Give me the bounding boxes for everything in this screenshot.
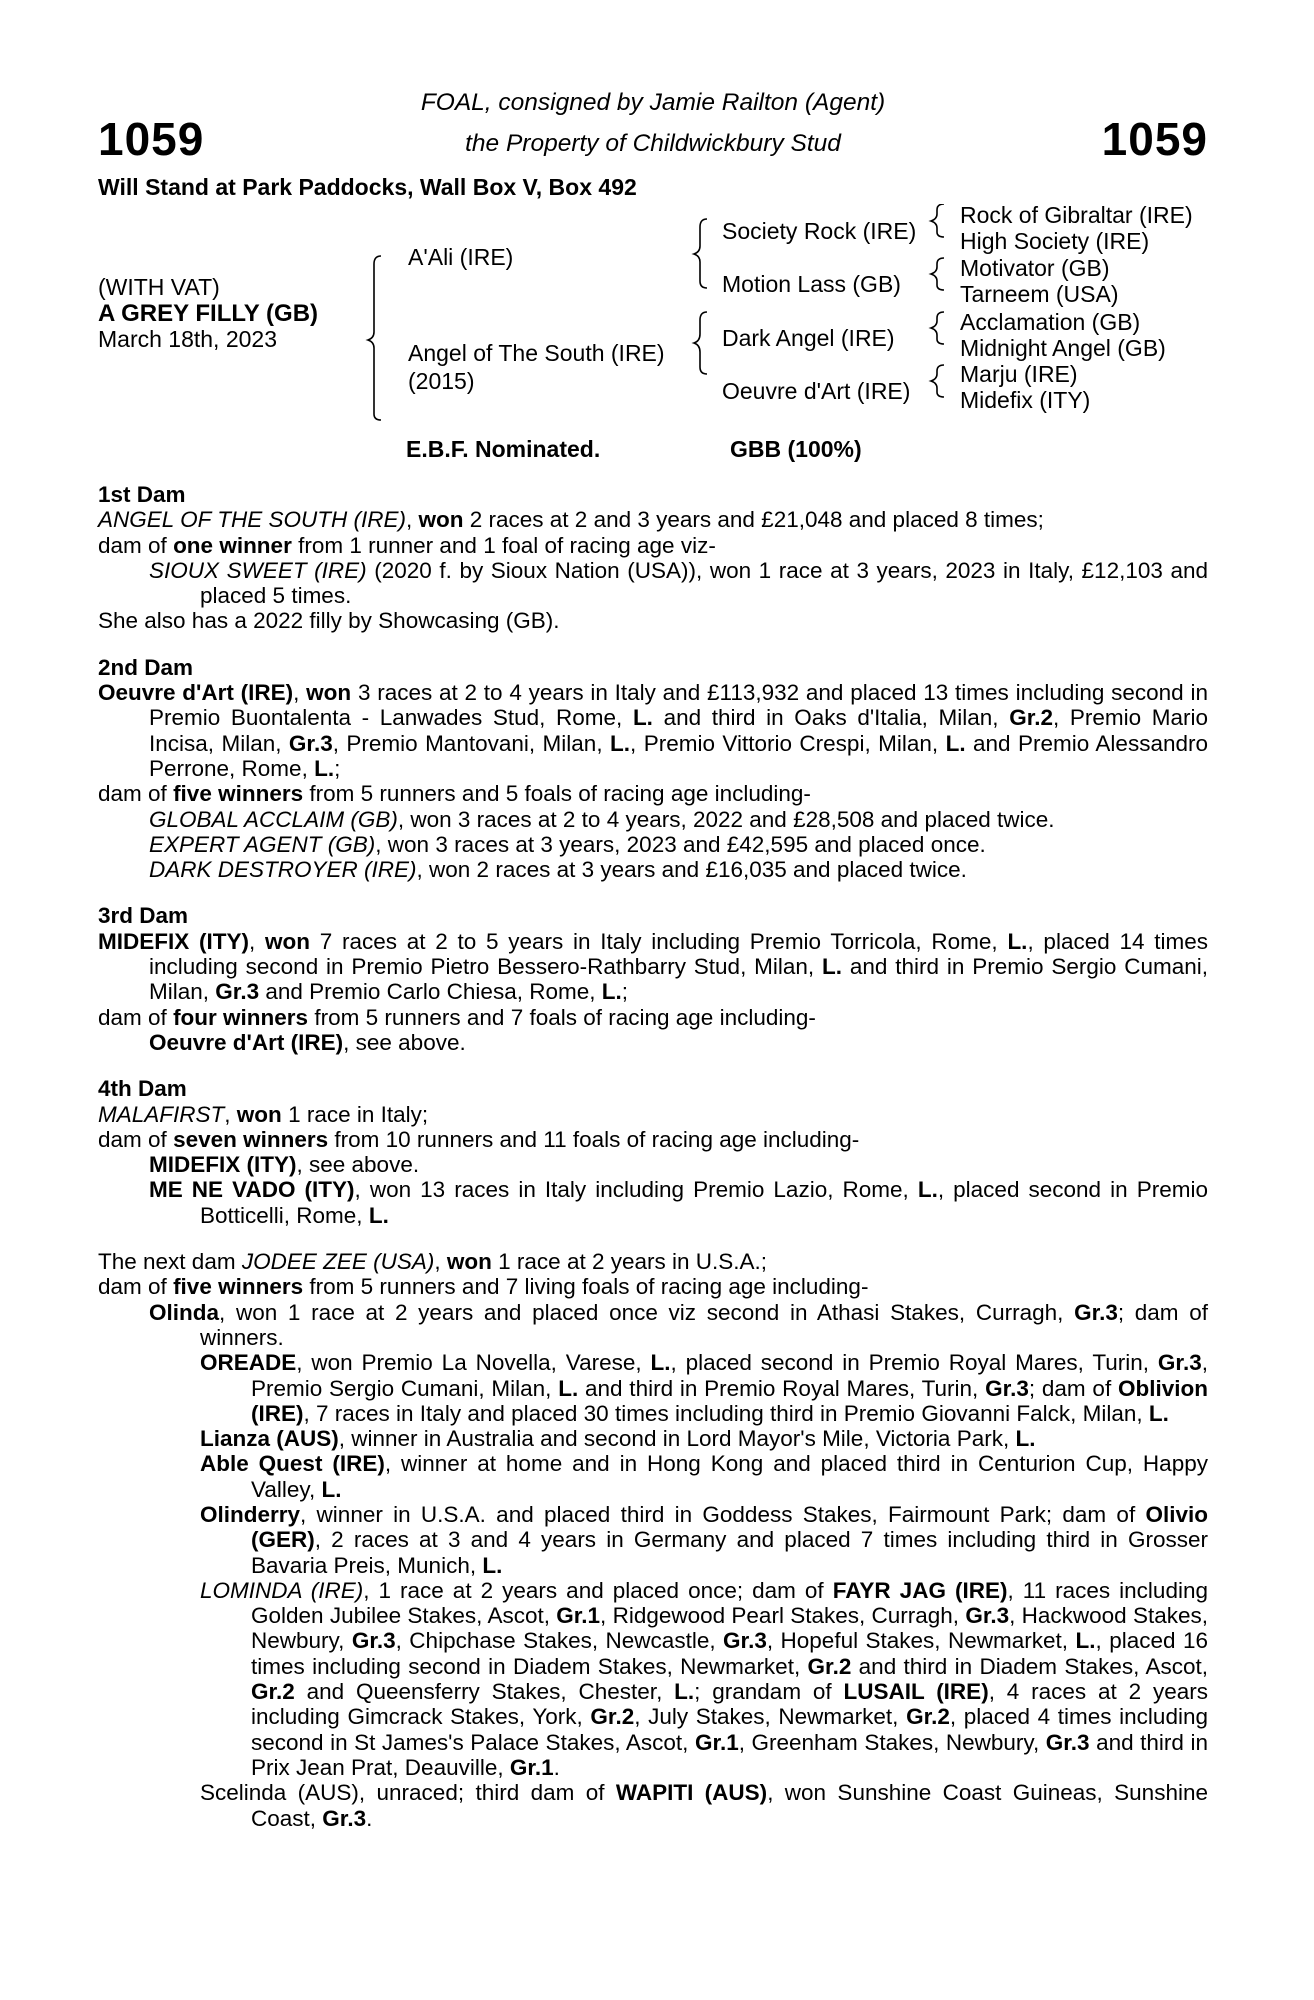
listed-label: L. (1148, 1400, 1169, 1426)
also-note: She also has a 2022 filly by Showcasing (GB). (98, 608, 560, 634)
sire-sire-sire: Rock of Gibraltar (IRE) (960, 202, 1193, 228)
next-dam-label: The next dam (98, 1249, 236, 1275)
offspring-record: , winner in U.S.A. and placed third in Goddess Stakes, Fairmount Park; dam of (300, 1501, 1136, 1527)
record-text: 1 race in Italy; (288, 1101, 429, 1127)
record-text: and third in Premio Sergio Cumani, Milan, (149, 954, 1208, 1005)
second-dam-name: Oeuvre d'Art (IRE) (98, 680, 294, 706)
offspring-record: , 11 races including Golden Jubilee Stakes, Ascot, (251, 1577, 1208, 1629)
group-label: Gr.3 (351, 1628, 396, 1654)
listed-label: L. (321, 1476, 342, 1502)
offspring-record: , Premio Sergio Cumani, Milan, (251, 1350, 1208, 1401)
record-text: , Premio Mantovani, Milan, (332, 730, 603, 756)
dam: Angel of The South (IRE) (408, 340, 665, 366)
offspring-entry (98, 1030, 1208, 1055)
offspring-record: , won Premio La Novella, Varese, (296, 1350, 642, 1376)
offspring-record: , winner at home and in Hong Kong and placed third in Centurion Cup, Happy Valley, (251, 1451, 1208, 1502)
offspring-name: MIDEFIX (ITY) (149, 1152, 297, 1178)
offspring-entry (98, 1451, 1208, 1502)
fourth-dam-heading: 4th Dam (98, 1076, 187, 1102)
listed-label: L. (674, 1679, 695, 1705)
consign-line-2: the Property of Childwickbury Stud (465, 130, 841, 157)
offspring-name: EXPERT AGENT (GB) (149, 831, 376, 857)
runners-summary: from 5 runners and 7 living foals of racing age including- (309, 1274, 869, 1300)
listed-label: L. (482, 1552, 503, 1578)
offspring-record: and third in Diadem Stakes, Ascot, (858, 1653, 1208, 1679)
runners-summary: from 10 runners and 11 foals of racing age including- (334, 1126, 860, 1152)
offspring-record: , placed second in Premio Royal Mares, Turin, (670, 1350, 1150, 1376)
sire-sire-dam: High Society (IRE) (960, 228, 1150, 254)
offspring-record: , placed second in Premio Botticelli, Rome, (200, 1177, 1208, 1228)
record-text: 1 race at 2 years in U.S.A.; (498, 1249, 768, 1275)
offspring-entry (98, 857, 1208, 882)
listed-label: L. (314, 755, 335, 781)
offspring-record: (2020 f. by Sioux Nation (USA)), won 1 race at 3 years, 2023 in Italy, £12,103 and placed 5 times. (200, 557, 1208, 609)
listed-label: L. (822, 954, 843, 980)
consignor (98, 82, 1208, 164)
group-label: Gr.3 (965, 1603, 1010, 1629)
second-dam-produce (98, 781, 1208, 806)
record-text: , placed 14 times including second in Premio Pietro Bessero-Rathbarry Stud, Milan, (149, 928, 1208, 980)
sire-dam: Motion Lass (GB) (722, 271, 901, 297)
first-dam-section (98, 482, 1208, 634)
third-dam-section (98, 903, 1208, 1055)
offspring-entry (98, 558, 1208, 609)
group-label: Gr.3 (322, 1805, 367, 1831)
sire: A'Ali (IRE) (408, 244, 514, 270)
dam-dam-sire: Marju (IRE) (960, 361, 1078, 387)
offspring-record: , 2 races at 3 and 4 years in Germany and placed 7 times including third in Grosser Bavaria Preis, Munich, (251, 1527, 1208, 1578)
dam-year: (2015) (408, 368, 475, 394)
listed-label: L. (1015, 1426, 1036, 1452)
sire-dam-dam: Tarneem (USA) (960, 281, 1119, 307)
foaling-date: March 18th, 2023 (98, 326, 278, 352)
group-label: Gr.2 (807, 1653, 852, 1679)
offspring-record: , 4 races at 2 years including Gimcrack Stakes, York, (251, 1679, 1208, 1730)
second-dam-section (98, 655, 1208, 883)
offspring-record: , winner in Australia and second in Lord Mayor's Mile, Victoria Park, (338, 1426, 1010, 1452)
record-text: , Premio Mario Incisa, Milan, (149, 705, 1208, 756)
dam-sire-dam: Midnight Angel (GB) (960, 335, 1166, 361)
first-dam-name: ANGEL OF THE SOUTH (IRE) (98, 507, 406, 533)
runners-summary: from 5 runners and 7 foals of racing age including- (314, 1004, 816, 1030)
group-label: Gr.3 (985, 1375, 1029, 1401)
group-label: Gr.1 (694, 1729, 739, 1755)
offspring-name: OREADE (200, 1350, 297, 1376)
offspring-entry (98, 1152, 1208, 1177)
won-label: won (264, 928, 310, 954)
offspring-record: , 1 race at 2 years and placed once; dam of (363, 1577, 824, 1603)
gbb-status: GBB (100%) (730, 436, 862, 462)
offspring-record: , placed 4 times including second in St James's Palace Stakes, Ascot, (251, 1704, 1208, 1755)
offspring-entry (98, 1177, 1208, 1228)
horse-description: A GREY FILLY (GB) (98, 300, 319, 327)
offspring-record: , Hopeful Stakes, Newmarket, (766, 1628, 1069, 1654)
offspring-name: Olivio (GER) (251, 1501, 1208, 1553)
offspring-record: , Ridgewood Pearl Stakes, Curragh, (600, 1603, 960, 1629)
group-label: Gr.1 (509, 1754, 554, 1780)
offspring-entry (98, 1426, 1208, 1451)
offspring-record: ; grandam of (694, 1679, 832, 1705)
offspring-record: ; dam of (1028, 1375, 1112, 1401)
winners-count: four winners (173, 1004, 309, 1030)
sire-sire: Society Rock (IRE) (722, 218, 917, 244)
dam-of-label: dam of (98, 781, 167, 807)
listed-label: L. (558, 1375, 579, 1401)
group-label: Gr.2 (251, 1679, 295, 1705)
third-dam-record: MIDEFIX (ITY), won 7 races at 2 to 5 years in Italy including Premio Torricola, Rome, L., placed 14 times including second in Premio Pietro Bessero-Rathbarry Stud, Milan, L. and third in Premio Sergio Cumani, Milan, Gr.3 and Premio Carlo Chiesa, Rome, L.; (98, 928, 1208, 1005)
dam-dam: Oeuvre d'Art (IRE) (722, 378, 911, 404)
winners-count: five winners (173, 781, 304, 807)
vat-note: (WITH VAT) (98, 274, 220, 300)
fourth-dam-produce (98, 1127, 1208, 1152)
winners-count: seven winners (173, 1126, 329, 1152)
offspring-name: GLOBAL ACCLAIM (GB) (149, 806, 398, 832)
dam-sire: Dark Angel (IRE) (722, 325, 895, 351)
pedigree-chart (98, 204, 1208, 434)
offspring-name: LUSAIL (IRE) (843, 1679, 989, 1705)
record-text: ; (334, 755, 341, 781)
catalogue-page (98, 0, 1208, 2000)
group-label: Gr.3 (1045, 1729, 1090, 1755)
listed-label: L. (917, 1177, 938, 1203)
offspring-record: , Greenham Stakes, Newbury, (738, 1729, 1040, 1755)
offspring-record: , won 3 races at 2 to 4 years, 2022 and £28,508 and placed twice. (397, 806, 1055, 832)
first-dam-produce (98, 533, 1208, 558)
offspring-record: , placed 16 times including second in Diadem Stakes, Newmarket, (251, 1628, 1208, 1679)
offspring-record: , July Stakes, Newmarket, (634, 1704, 899, 1730)
produce-record (98, 482, 1208, 1852)
second-dam-heading: 2nd Dam (98, 654, 194, 680)
third-dam-name: MIDEFIX (ITY) (98, 928, 249, 954)
offspring-entry (98, 1502, 1208, 1578)
stand-location: Will Stand at Park Paddocks, Wall Box V, Box 492 (98, 174, 637, 200)
offspring-record: and third in Premio Royal Mares, Turin, (585, 1375, 979, 1401)
won-label: won (236, 1101, 282, 1127)
offspring-name: Olinda (149, 1299, 220, 1325)
offspring-name: DARK DESTROYER (IRE) (149, 857, 417, 883)
group-label: Gr.3 (215, 979, 260, 1005)
record-text: 7 races at 2 to 5 years in Italy including Premio Torricola, Rome, (319, 928, 998, 954)
offspring-name: LOMINDA (IRE) (200, 1577, 364, 1603)
offspring-record: , won Sunshine Coast Guineas, Sunshine Coast, (251, 1780, 1208, 1831)
group-label: Gr.1 (556, 1603, 601, 1629)
first-dam-heading: 1st Dam (98, 482, 186, 507)
offspring-entry: Scelinda (AUS), unraced; third dam of WAPITI (AUS), won Sunshine Coast Guineas, Sunshine Coast, Gr.3. (200, 1780, 1208, 1831)
next-dam-produce (98, 1274, 1208, 1299)
record-text: 3 races at 2 to 4 years in Italy and £113,932 and placed 13 times including second in Premio Buontalenta - Lanwades Stud, Rome, (149, 680, 1208, 731)
offspring-entry (98, 807, 1208, 832)
group-label: Gr.3 (723, 1628, 767, 1654)
offspring-entry (98, 1300, 1208, 1351)
lot-number-left: 1059 (98, 113, 205, 165)
record-text: ; (621, 979, 629, 1005)
offspring-name: Olinderry (200, 1501, 301, 1527)
offspring-name: WAPITI (AUS) (615, 1780, 768, 1806)
group-label: Gr.3 (1157, 1350, 1202, 1376)
offspring-record: , won 2 races at 3 years and £16,035 and placed twice. (416, 857, 967, 883)
third-dam-produce (98, 1005, 1208, 1030)
listed-label: L. (650, 1350, 671, 1376)
offspring-entry: LOMINDA (IRE), 1 race at 2 years and placed once; dam of FAYR JAG (IRE), 11 races including Golden Jubilee Stakes, Ascot, Gr.1, Ridgewood Pearl Stakes, Curragh, Gr.3, Hackwood Stakes, Newbury, Gr.3, Chipchase Stakes, Newcastle, Gr.3, Hopeful Stakes, Newmarket, L., placed 16 times including second in Diadem Stakes, Newmarket, Gr.2 and third in Diadem Stakes, Ascot, Gr.2 and Queensferry Stakes, Chester, L.; grandam of LUSAIL (IRE), 4 races at 2 years including Gimcrack Stakes, York, Gr.2, July Stakes, Newmarket, Gr.2, placed 4 times including second in St James's Palace Stakes, Ascot, Gr.1, Greenham Stakes, Newbury, Gr.3 and third in Prix Jean Prat, Deauville, Gr.1. (200, 1577, 1209, 1780)
first-dam-record: ANGEL OF THE SOUTH (IRE), won 2 races at 2 and 3 years and £21,048 and placed 8 times; (98, 507, 1044, 533)
sire-dam-sire: Motivator (GB) (960, 255, 1110, 281)
offspring-record: , 7 races in Italy and placed 30 times including third in Premio Giovanni Falck, Milan, (303, 1400, 1143, 1426)
offspring-name: Able Quest (IRE) (200, 1451, 385, 1477)
record-text: and third in Oaks d'Italia, Milan, (663, 705, 999, 731)
offspring-name: Oeuvre d'Art (IRE) (149, 1029, 344, 1055)
offspring-record: , Chipchase Stakes, Newcastle, (395, 1628, 716, 1654)
listed-label: L. (632, 705, 653, 731)
listed-label: L. (368, 1202, 389, 1228)
offspring-name: FAYR JAG (IRE) (832, 1577, 1008, 1603)
fourth-dam-record: MALAFIRST, won 1 race in Italy; (98, 1101, 429, 1127)
offspring-record: and third in Prix Jean Prat, Deauville, (251, 1729, 1208, 1780)
next-dam-section (98, 1249, 1208, 1831)
runners-summary: from 1 runner and 1 foal of racing age viz- (298, 532, 716, 558)
offspring-record: , won 13 races in Italy including Premio Lazio, Rome, (354, 1177, 909, 1203)
group-label: Gr.2 (906, 1704, 950, 1730)
record-text: , Premio Vittorio Crespi, Milan, (630, 730, 939, 756)
offspring-name: Lianza (AUS) (200, 1426, 339, 1452)
group-label: Gr.3 (288, 730, 333, 756)
winners-count: one winner (173, 532, 292, 558)
offspring-record: and Queensferry Stakes, Chester, (306, 1679, 663, 1705)
consign-line-1: FOAL, consigned by Jamie Railton (Agent) (420, 89, 886, 116)
dam-of-label: dam of (98, 1274, 167, 1300)
listed-label: L. (1075, 1628, 1096, 1654)
next-dam-record: The next dam JODEE ZEE (USA), won 1 race at 2 years in U.S.A.; (98, 1249, 768, 1275)
dam-of-label: dam of (98, 1004, 167, 1030)
dam-of-label: dam of (98, 1126, 167, 1152)
offspring-record: Scelinda (AUS), unraced; third dam of (200, 1780, 605, 1806)
record-text: and Premio Carlo Chiesa, Rome, (265, 979, 596, 1005)
won-label: won (446, 1249, 492, 1275)
offspring-record: , won 3 races at 3 years, 2023 and £42,595 and placed once. (375, 831, 986, 857)
listed-label: L. (945, 730, 966, 756)
listed-label: L. (1007, 928, 1028, 954)
group-label: Gr.3 (1074, 1299, 1118, 1325)
offspring-record: , Hackwood Stakes, Newbury, (251, 1603, 1209, 1654)
ebf-nomination: E.B.F. Nominated. (406, 436, 601, 462)
offspring-entry (98, 832, 1208, 857)
offspring-record: , see above. (296, 1152, 420, 1178)
dam-of-label: dam of (98, 532, 167, 558)
offspring-name: SIOUX SWEET (IRE) (149, 557, 367, 583)
fourth-dam-name: MALAFIRST (98, 1101, 225, 1127)
record-text: and Premio Alessandro Perrone, Rome, (149, 730, 1208, 781)
won-label: won (306, 680, 352, 706)
group-label: Gr.2 (590, 1704, 635, 1730)
listed-label: L. (610, 730, 631, 756)
second-dam-record: Oeuvre d'Art (IRE), won 3 races at 2 to 4 years in Italy and £113,932 and placed 13 times including second in Premio Buontalenta - Lanwades Stud, Rome, L. and third in Oaks d'Italia, Milan, Gr.2, Premio Mario Incisa, Milan, Gr.3, Premio Mantovani, Milan, L., Premio Vittorio Crespi, Milan, L. and Premio Alessandro Perrone, Rome, L.; (98, 680, 1208, 781)
lot-number-right: 1059 (1101, 113, 1208, 165)
dam-sire-sire: Acclamation (GB) (960, 309, 1141, 335)
winners-count: five winners (173, 1274, 304, 1300)
offspring-record: , won 1 race at 2 years and placed once viz second in Athasi Stakes, Curragh, (219, 1299, 1064, 1325)
offspring-entry (98, 1350, 1208, 1426)
dam-dam-dam: Midefix (ITY) (960, 387, 1091, 413)
race-record: 2 races at 2 and 3 years and £21,048 and placed 8 times; (469, 507, 1044, 533)
third-dam-heading: 3rd Dam (98, 903, 189, 929)
next-dam-name: JODEE ZEE (USA) (241, 1249, 435, 1275)
offspring-record: ; dam of winners. (200, 1299, 1208, 1350)
fourth-dam-section (98, 1076, 1208, 1228)
runners-summary: from 5 runners and 5 foals of racing age including- (309, 781, 811, 807)
listed-label: L. (601, 979, 622, 1005)
offspring-record: , see above. (343, 1029, 466, 1055)
offspring-name: Oblivion (IRE) (251, 1375, 1208, 1426)
won-label: won (418, 507, 464, 533)
offspring-name: ME NE VADO (ITY) (149, 1177, 355, 1203)
group-label: Gr.2 (1009, 705, 1053, 731)
